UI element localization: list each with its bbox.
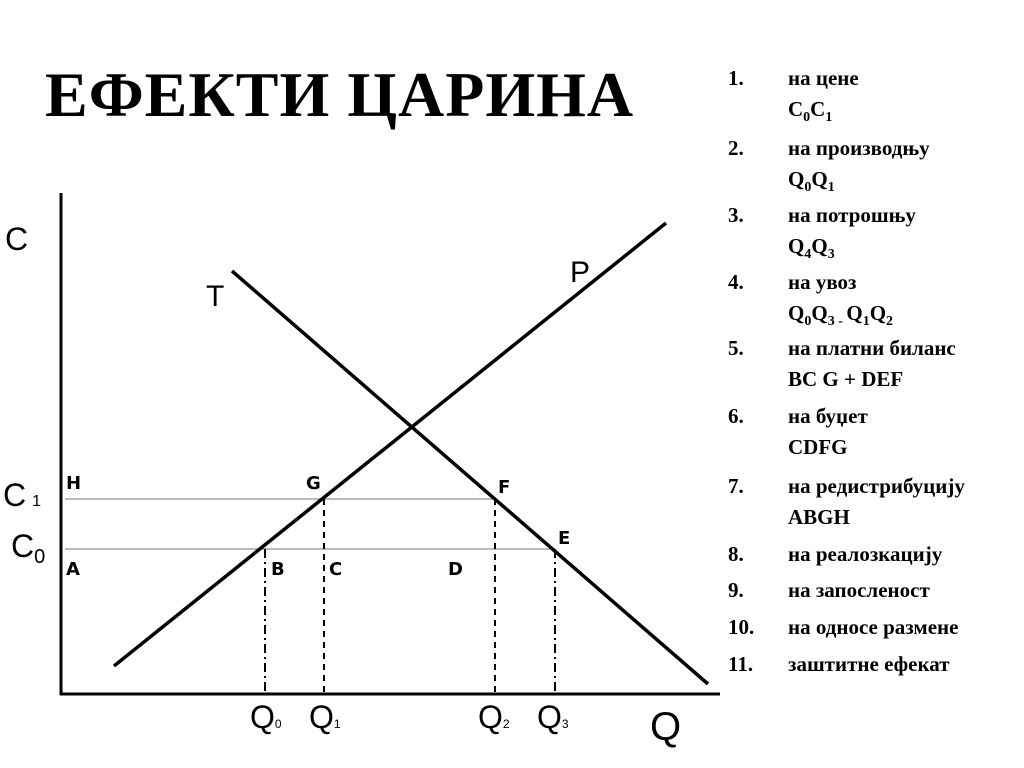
point-e-label: E bbox=[558, 528, 571, 549]
effect-number: 2. bbox=[728, 136, 744, 160]
point-c-label: C bbox=[329, 559, 343, 580]
slide-title: ЕФЕКТИ ЦАРИНА bbox=[45, 59, 635, 130]
detail-subscript: 2 bbox=[886, 314, 894, 330]
demand-curve bbox=[232, 271, 708, 684]
q0-label bbox=[250, 699, 282, 735]
detail-subscript: 3 - bbox=[827, 314, 847, 330]
q3-sub: 3 bbox=[561, 717, 569, 731]
effect-label: на редистрибуцију bbox=[788, 474, 965, 498]
effect-label: заштитне ефекат bbox=[788, 652, 950, 676]
detail-text: Q bbox=[869, 301, 887, 325]
detail-subscript: 4 bbox=[804, 247, 812, 263]
detail-subscript: 0 bbox=[803, 110, 811, 126]
detail-text: ABGH bbox=[788, 505, 850, 529]
detail-subscript: 1 bbox=[862, 314, 870, 330]
effect-label: на цене bbox=[788, 66, 859, 90]
detail-text: Q bbox=[788, 167, 805, 191]
effect-number: 7. bbox=[728, 474, 744, 498]
effect-label: на реалозкацију bbox=[788, 542, 943, 566]
c0-main: C bbox=[11, 528, 35, 564]
effect-number: 1. bbox=[728, 66, 744, 90]
q0-main: Q bbox=[250, 699, 275, 735]
detail-subscript: 1 bbox=[827, 180, 835, 196]
effect-number: 4. bbox=[728, 270, 744, 294]
c0-label bbox=[11, 528, 45, 568]
point-a-label: A bbox=[66, 559, 80, 580]
point-f-label: F bbox=[498, 477, 511, 498]
effect-label: на потрошњу bbox=[788, 203, 916, 227]
detail-text: Q bbox=[811, 301, 828, 325]
detail-subscript: 1 bbox=[825, 110, 833, 126]
effect-number: 11. bbox=[728, 652, 754, 676]
effect-label: на односе размене bbox=[788, 615, 959, 639]
effect-label: на увоз bbox=[788, 270, 857, 294]
effect-number: 6. bbox=[728, 404, 744, 428]
point-d-label: D bbox=[448, 559, 463, 580]
detail-subscript: 0 bbox=[804, 180, 812, 196]
q2-sub: 2 bbox=[502, 717, 510, 731]
detail-text: CDFG bbox=[788, 435, 848, 459]
effect-label: на буџет bbox=[788, 404, 868, 428]
detail-text: Q bbox=[788, 301, 805, 325]
detail-text: Q bbox=[811, 167, 828, 191]
q3-main: Q bbox=[537, 699, 562, 735]
axis-c-label: C bbox=[5, 221, 29, 257]
effect-label: на запосленост bbox=[788, 578, 930, 602]
point-b-label: B bbox=[271, 559, 285, 580]
q1-sub: 1 bbox=[333, 717, 341, 731]
c1-main: C bbox=[3, 477, 27, 513]
axis-q-label: Q bbox=[650, 705, 682, 749]
detail-text: BC G + DEF bbox=[788, 367, 904, 391]
q2-main: Q bbox=[478, 699, 503, 735]
detail-text: Q bbox=[811, 234, 828, 258]
detail-text: C bbox=[788, 97, 804, 121]
c1-label bbox=[3, 477, 41, 513]
q1-label bbox=[309, 699, 341, 735]
q0-sub: 0 bbox=[274, 717, 282, 731]
c1-sub: 1 bbox=[32, 493, 42, 510]
supply-curve bbox=[114, 223, 666, 666]
detail-subscript: 3 bbox=[827, 247, 835, 263]
point-h-label: H bbox=[66, 473, 82, 494]
effect-number: 5. bbox=[728, 336, 744, 360]
detail-text: Q bbox=[788, 234, 805, 258]
detail-text: C bbox=[810, 97, 826, 121]
supply-curve-label: P bbox=[570, 256, 591, 289]
q3-label bbox=[537, 699, 569, 735]
point-g-label: G bbox=[306, 473, 321, 494]
detail-text: Q bbox=[846, 301, 863, 325]
effect-label: на производњу bbox=[788, 136, 930, 160]
detail-subscript: 0 bbox=[804, 314, 812, 330]
effect-number: 3. bbox=[728, 203, 744, 227]
q2-label bbox=[478, 699, 510, 735]
demand-curve-label: T bbox=[206, 280, 225, 313]
effect-label: на платни биланс bbox=[788, 336, 956, 360]
c0-sub: 0 bbox=[34, 546, 46, 568]
effect-number: 10. bbox=[728, 615, 755, 639]
effect-number: 8. bbox=[728, 542, 744, 566]
effect-number: 9. bbox=[728, 578, 744, 602]
q1-main: Q bbox=[309, 699, 334, 735]
